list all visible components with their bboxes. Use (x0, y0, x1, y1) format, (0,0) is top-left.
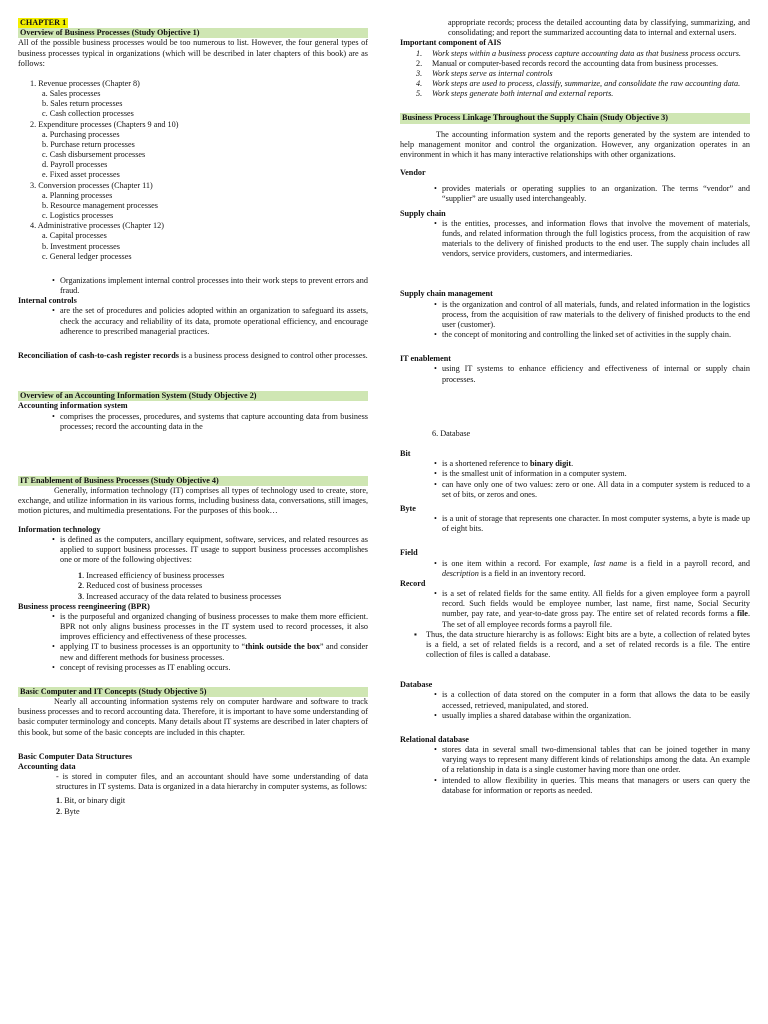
component-item: 1. Work steps within a business process capture accounting data as that business process occurs. (416, 48, 741, 58)
component-list (400, 49, 750, 100)
process-group (18, 221, 368, 262)
bullet-bit-reference: • is a shortened reference to binary digit. (400, 459, 750, 469)
reconciliation-definition: is a business process designed to control other processes. (179, 350, 368, 360)
reconciliation-term: Reconciliation of cash-to-cash register records (18, 350, 179, 360)
hierarchy-list (18, 796, 368, 816)
bullet-ais: • comprises the processes, procedures, and systems that capture accounting data from business processes; record the accounting data in the (18, 412, 368, 432)
accounting-data-paragraph: - is stored in computer files, and an accountant should have some understanding of data structures in IT systems. Data is organized in a data hierarchy in computer systems, as follows: (56, 772, 368, 792)
linkage-paragraph: The accounting information system and the reports generated by the system are intended to help management monitor and control the organization. However, any organization operates in an environment in which it has many interactive relationships with other organizations. (400, 129, 750, 159)
bullet-bpr-concept: • concept of revising processes as IT enabling occurs. (18, 663, 368, 673)
left-column (18, 0, 368, 817)
heading-supply-chain-linkage: Business Process Linkage Throughout the Supply Chain (Study Objective 3) (400, 113, 750, 123)
heading-relational-database: Relational database (400, 734, 469, 744)
bullet-database-shared: • usually implies a shared database within the organization. (400, 711, 750, 721)
bullet-relational-tables: • stores data in several small two-dimensional tables that can be joined together in many varying ways to represent many different kinds of relationships among the data. An example of a relationship in data is a single customer having more than one order. (400, 745, 750, 776)
process-item: c. Cash collection processes (42, 109, 134, 119)
process-label: 4. Administrative processes (Chapter 12) (30, 221, 164, 231)
heading-supply-chain: Supply chain (400, 208, 446, 218)
component-item: 3. Work steps serve as internal controls (416, 68, 553, 78)
objective-item: 2. Reduced cost of business processes (78, 581, 203, 591)
chapter-title: CHAPTER 1 (20, 18, 67, 27)
bullet-scm-concept: • the concept of monitoring and controlling the linked set of activities in the supply chain. (400, 330, 750, 340)
database-list-item: 6. Database (432, 428, 471, 438)
process-item: a. Planning processes (42, 190, 113, 200)
hierarchy-item: 1. Bit, or binary digit (56, 796, 126, 806)
process-item: c. Cash disbursement processes (42, 150, 146, 160)
process-item: a. Purchasing processes (42, 129, 120, 139)
heading-scm: Supply chain management (400, 289, 493, 299)
heading-record: Record (400, 578, 426, 588)
heading-byte: Byte (400, 503, 416, 513)
process-label: 3. Conversion processes (Chapter 11) (30, 180, 153, 190)
heading-database: Database (400, 680, 433, 690)
bullet-information-technology: • is defined as the computers, ancillary equipment, software, services, and related resources as applied to support business processes. IT usage to support business processes accomplishes one or more of the following objectives: (18, 535, 368, 566)
bullet-byte: • is a unit of storage that represents one character. In most computer systems, a byte is made up of eight bits. (400, 514, 750, 534)
heading-it-enablement-term: IT enablement (400, 354, 452, 364)
bullet-relational-queries: • intended to allow flexibility in queries. This means that managers or users can query the database for information or reports as needed. (400, 776, 750, 796)
heading-bpr: Business process reengineering (BPR) (18, 601, 150, 611)
bullet-bit-smallest: • is the smallest unit of information in a computer system. (400, 469, 750, 479)
objective-item: 3. Increased accuracy of the data related to business processes (78, 591, 282, 601)
process-list (18, 79, 368, 262)
intro-paragraph: All of the possible business processes would be too numerous to list. However, the four general types of business processes typical in organizations (which will be described in later chapters of this book) are as follows: (18, 38, 368, 68)
bullet-internal-controls: • are the set of procedures and policies adopted within an organization to safeguard its assets, check the accuracy and reliability of its data, promote operational efficiency, and encourage adherence to prescribed managerial practices. (18, 306, 368, 337)
heading-information-technology: Information technology (18, 524, 101, 534)
reconciliation-paragraph (18, 351, 368, 361)
bullet-organizations: • Organizations implement internal control processes into their work steps to prevent errors and fraud. (18, 276, 368, 296)
hierarchy-item: 2. Byte (56, 806, 80, 816)
bullet-supply-chain: • is the entities, processes, and information flows that involve the movement of materials, funds, and related information through the full logistics process, from the acquisition of raw materials to the delivery of finished products to the end user. The supply chain includes all vendors, service providers, customers, and intermediaries. (400, 219, 750, 260)
basic-concepts-paragraph: Nearly all accounting information systems rely on computer hardware and software to track business processes and to record accounting data. Therefore, it is important to have some understanding of basic computer terminology and concepts. Many details about IT systems are described in later chapters of this book, but some of the basic concepts are included in this chapter. (18, 697, 368, 737)
heading-important-component: Important component of AIS (400, 38, 502, 48)
heading-data-structures: Basic Computer Data Structures (18, 751, 133, 761)
heading-basic-concepts: Basic Computer and IT Concepts (Study Objective 5) (18, 687, 368, 697)
right-column (400, 0, 750, 796)
bullet-record: • is a set of related fields for the same entity. All fields for a given employee form a payroll record. Such fields would be employee number, last name, first name, Social Security number, pay rate, and year-to-date gross pay. The entire set of related records forms a file. The set of all employee records forms a payroll file. (400, 589, 750, 630)
it-general-paragraph: Generally, information technology (IT) comprises all types of technology used to create, store, exchange, and utilize information in its various forms, including business data, conversations, still images, motion pictures, and multimedia presentations. For the purposes of this book… (18, 486, 368, 516)
file-term: file (737, 609, 748, 619)
heading-field: Field (400, 548, 418, 558)
component-item: 4. Work steps are used to process, classify, summarize, and consolidate the raw accounting data. (416, 79, 741, 89)
heading-ais: Accounting information system (18, 401, 128, 411)
process-item: a. Capital processes (42, 231, 107, 241)
heading-internal-controls: Internal controls (18, 296, 77, 306)
bullet-it-enablement: • using IT systems to enhance efficiency and effectiveness of internal or supply chain processes. (400, 364, 750, 384)
process-item: b. Purchase return processes (42, 139, 135, 149)
objective-list (18, 571, 368, 602)
process-item: c. General ledger processes (42, 251, 132, 261)
heading-it-enablement: IT Enablement of Business Processes (Study Objective 4) (18, 476, 368, 486)
process-item: a. Sales processes (42, 89, 101, 99)
bullet-bpr-definition: • is the purposeful and organized changing of business processes to make them more efficient. BPR not only aligns business processes in the IT system used to record processes, it also improves efficiency and effectiveness of these processes. (18, 612, 368, 643)
process-item: e. Fixed asset processes (42, 170, 120, 180)
process-item: b. Sales return processes (42, 99, 123, 109)
bullet-vendor: • provides materials or operating supplies to an organization. The terms “vendor” and “supplier” are usually used interchangeably. (400, 184, 750, 204)
heading-accounting-data: Accounting data (18, 761, 76, 771)
binary-digit-term: binary digit (529, 459, 572, 469)
bullet-database-definition: • is a collection of data stored on the computer in a form that allows the data to be easily accessed, retrieved, manipulated, and stored. (400, 690, 750, 710)
process-group (18, 79, 368, 120)
bullet-scm-definition: • is the organization and control of all materials, funds, and related information in the logistics process, from the acquisition of raw materials to the delivery of finished products to the end user (customer). (400, 300, 750, 331)
process-group (18, 181, 368, 222)
bullet-bpr-opportunity: • applying IT to business processes is an opportunity to “think outside the box” and consider new and different methods for business processes. (18, 642, 368, 662)
process-group (18, 120, 368, 181)
heading-bit: Bit (400, 448, 411, 458)
component-item: 2. Manual or computer-based records record the accounting data from business processes. (416, 58, 719, 68)
process-item: d. Payroll processes (42, 160, 108, 170)
bullet-field: • is one item within a record. For example, last name is a field in a payroll record, and description is a field in an inventory record. (400, 559, 750, 579)
heading-vendor: Vendor (400, 168, 426, 178)
bullet-bit-values: • can have only one of two values: zero or one. All data in a computer system is reduced to a set of bits, or zeros and ones. (400, 480, 750, 500)
heading-overview-ais: Overview of an Accounting Information System (Study Objective 2) (18, 391, 368, 401)
objective-item: 1. Increased efficiency of business processes (78, 571, 225, 581)
ais-continuation: appropriate records; process the detailed accounting data by classifying, summarizing, and consolidating; and report the summarized accounting data to internal and external users. (448, 18, 750, 38)
component-item: 5. Work steps generate both internal and external reports. (416, 89, 614, 99)
process-item: b. Investment processes (42, 241, 120, 251)
process-label: 1. Revenue processes (Chapter 8) (30, 78, 140, 88)
heading-overview-business-processes: Overview of Business Processes (Study Objective 1) (18, 28, 368, 38)
process-item: b. Resource management processes (42, 200, 158, 210)
think-outside-box: think outside the box (245, 642, 320, 652)
process-item: c. Logistics processes (42, 211, 114, 221)
process-label: 2. Expenditure processes (Chapters 9 and 10) (30, 119, 179, 129)
bullet-hierarchy-summary: ▪ Thus, the data structure hierarchy is as follows: Eight bits are a byte, a collection of related bytes is a field, a set of related fields is a record, and a set of related records is a file. The entire collection of files is called a database. (414, 630, 750, 661)
